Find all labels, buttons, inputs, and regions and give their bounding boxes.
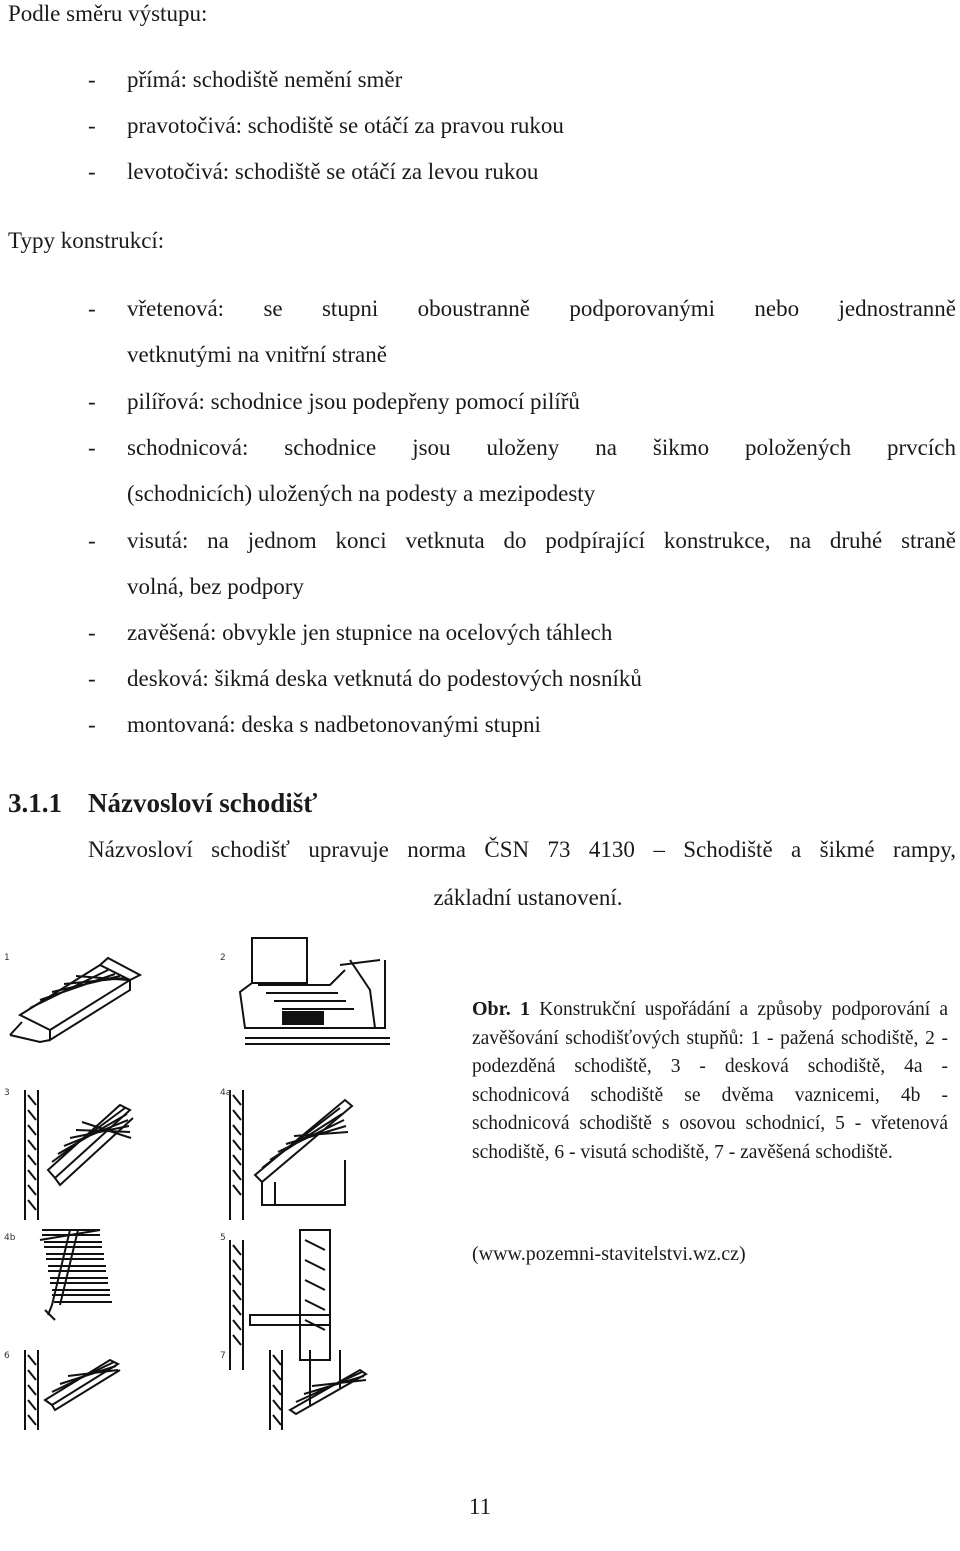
stair-diagram-1 bbox=[10, 958, 140, 1042]
figure-caption bbox=[472, 995, 948, 1167]
figure-drawings bbox=[0, 930, 470, 1450]
stair-diagram-2 bbox=[240, 938, 390, 1044]
list-dash: - bbox=[88, 435, 96, 460]
figure-source: (www.pozemni-stavitelstvi.wz.cz) bbox=[472, 1243, 746, 1265]
types-heading: Typy konstrukcí: bbox=[8, 228, 165, 253]
section-heading bbox=[8, 787, 317, 819]
figure-caption-text: Konstrukční uspořádání a způsoby podporování a zavěšování schodišťových stupňů: 1 - pažená schodiště, 2 - podezděná schodiště, 3 - desková schodiště, 4a - schodnicová schodiště se dvěma vaznicemi, 4b - schodnicová schodiště s osovou schodnicí, 5 - vřetenová schodiště, 6 - visutá schodiště, 7 - zavěšená schodiště. bbox=[472, 999, 948, 1163]
figure-label-7: 7 bbox=[220, 1351, 226, 1361]
section-text-line2: základní ustanovení. bbox=[433, 885, 623, 910]
figure-label-2: 2 bbox=[220, 953, 226, 963]
list-item-text: levotočivá: schodiště se otáčí za levou rukou bbox=[127, 159, 539, 184]
figure-label-3: 3 bbox=[4, 1088, 10, 1098]
section-title: Názvosloví schodišť bbox=[88, 788, 318, 818]
figure-label-1: 1 bbox=[4, 953, 10, 963]
section-text-line1: Názvosloví schodišť upravuje norma ČSN 73 4130 – Schodiště a šikmé rampy, bbox=[88, 837, 956, 862]
list-dash: - bbox=[88, 296, 96, 321]
figure-label-5: 5 bbox=[220, 1233, 226, 1243]
list-dash: - bbox=[88, 67, 96, 92]
stair-types-illustration bbox=[0, 930, 470, 1450]
direction-heading: Podle směru výstupu: bbox=[8, 1, 208, 26]
stair-diagram-4a bbox=[230, 1090, 352, 1220]
stair-diagram-3 bbox=[25, 1090, 133, 1220]
list-item-text: přímá: schodiště nemění směr bbox=[127, 67, 403, 92]
list-item-text: schodnicová: schodnice jsou uloženy na šikmo položených prvcích bbox=[127, 435, 956, 460]
list-item-text: vetknutými na vnitřní straně bbox=[127, 342, 387, 367]
list-item-text: vřetenová: se stupni oboustranně podporovanými nebo jednostranně bbox=[127, 296, 956, 321]
list-item-text: pravotočivá: schodiště se otáčí za pravou rukou bbox=[127, 113, 564, 138]
list-dash: - bbox=[88, 528, 96, 553]
figure-label-4b: 4b bbox=[4, 1233, 16, 1243]
stair-diagram-4b bbox=[40, 1230, 112, 1320]
list-item-text: (schodnicích) uložených na podesty a mezipodesty bbox=[127, 481, 596, 506]
stair-diagram-7 bbox=[270, 1350, 366, 1430]
list-item-text: montovaná: deska s nadbetonovanými stupni bbox=[127, 712, 541, 737]
list-item-text: volná, bez podpory bbox=[127, 574, 304, 599]
list-dash: - bbox=[88, 389, 96, 414]
page-number: 11 bbox=[468, 1494, 492, 1519]
list-dash: - bbox=[88, 113, 96, 138]
list-dash: - bbox=[88, 159, 96, 184]
list-item-text: desková: šikmá deska vetknutá do podestových nosníků bbox=[127, 666, 642, 691]
list-dash: - bbox=[88, 620, 96, 645]
figure-caption-label: Obr. 1 bbox=[472, 998, 531, 1020]
stair-diagram-5 bbox=[230, 1230, 330, 1370]
list-item-text: pilířová: schodnice jsou podepřeny pomocí pilířů bbox=[127, 389, 580, 414]
list-item-text: visutá: na jednom konci vetknuta do podpírající konstrukce, na druhé straně bbox=[127, 528, 956, 553]
figure-label-4a: 4a bbox=[220, 1088, 232, 1098]
list-dash: - bbox=[88, 712, 96, 737]
list-dash: - bbox=[88, 666, 96, 691]
figure-label-6: 6 bbox=[4, 1351, 10, 1361]
list-item-text: zavěšená: obvykle jen stupnice na ocelových táhlech bbox=[127, 620, 613, 645]
section-number: 3.1.1 bbox=[8, 788, 62, 818]
stair-diagram-6 bbox=[25, 1350, 120, 1430]
